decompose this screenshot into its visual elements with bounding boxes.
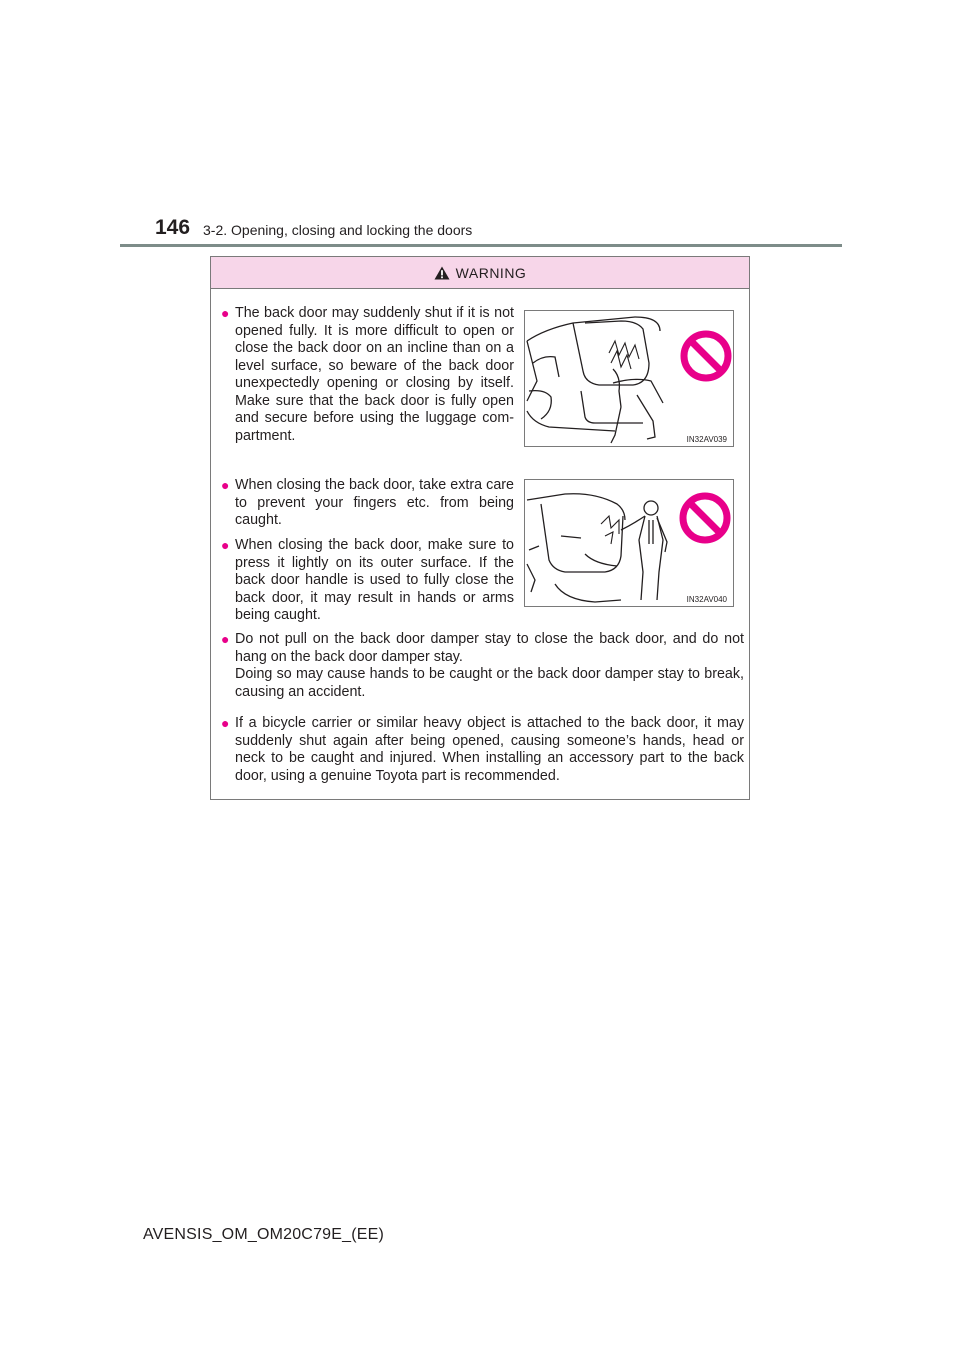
warning-item-text: Do not pull on the back door damper stay to close the back door, and do not hang on the back door damper stay. (235, 631, 744, 665)
bullet-icon: ● (221, 715, 230, 731)
prohibition-icon (683, 496, 727, 540)
prohibition-icon (684, 334, 728, 378)
section-title: 3-2. Opening, closing and locking the doors (203, 222, 473, 238)
warning-item-text: If a bicycle carrier or similar heavy object is attached to the back door, it may suddenly shut again after being opened, causing someone’s hands, head or neck to be caught and injured. When installing an accessory part to the back door, using a genuine Toyota part is recommended. (235, 715, 744, 784)
figure-code: IN32AV039 (686, 435, 727, 444)
header-rule (120, 244, 842, 247)
bullet-icon: ● (221, 477, 230, 493)
warning-item (221, 305, 514, 445)
warning-item-text: When closing the back door, take extra care to prevent your fingers etc. from being caught. (235, 477, 514, 528)
bullet-icon: ● (221, 305, 230, 321)
bullet-icon: ● (221, 537, 230, 553)
warning-item-text-cont: Doing so may cause hands to be caught or the back door damper stay to break, causing an accident. (235, 666, 744, 700)
warning-item-text: When closing the back door, make sure to press it lightly on its outer surface. If the back door handle is used to fully close the back door, it may result in hands or arms being caught. (235, 537, 514, 623)
bullet-icon: ● (221, 631, 230, 647)
warning-item (221, 715, 744, 785)
warning-box (210, 256, 750, 800)
figure-code: IN32AV040 (686, 595, 727, 604)
footer-doc-id: AVENSIS_OM_OM20C79E_(EE) (143, 1226, 385, 1243)
car-back-door-illustration (525, 311, 733, 446)
figure-back-door-shut (524, 310, 734, 447)
warning-title: WARNING (455, 264, 527, 281)
figure-closing-back-door (524, 479, 734, 607)
person-closing-door-illustration (525, 480, 733, 606)
warning-item (221, 477, 514, 530)
warning-item-text: The back door may suddenly shut if it is not opened fully. It is more difficult to open or close the back door on an incline than on a level surface, so beware of the back door unexpectedly opening or closing by itself. Make sure that the back door is fully open and secure before using the luggage com-partment. (235, 305, 514, 444)
page-number: 146 (155, 216, 191, 239)
warning-item (221, 537, 514, 625)
warning-triangle-icon (434, 266, 450, 280)
warning-header (211, 257, 749, 289)
warning-item (221, 631, 744, 701)
